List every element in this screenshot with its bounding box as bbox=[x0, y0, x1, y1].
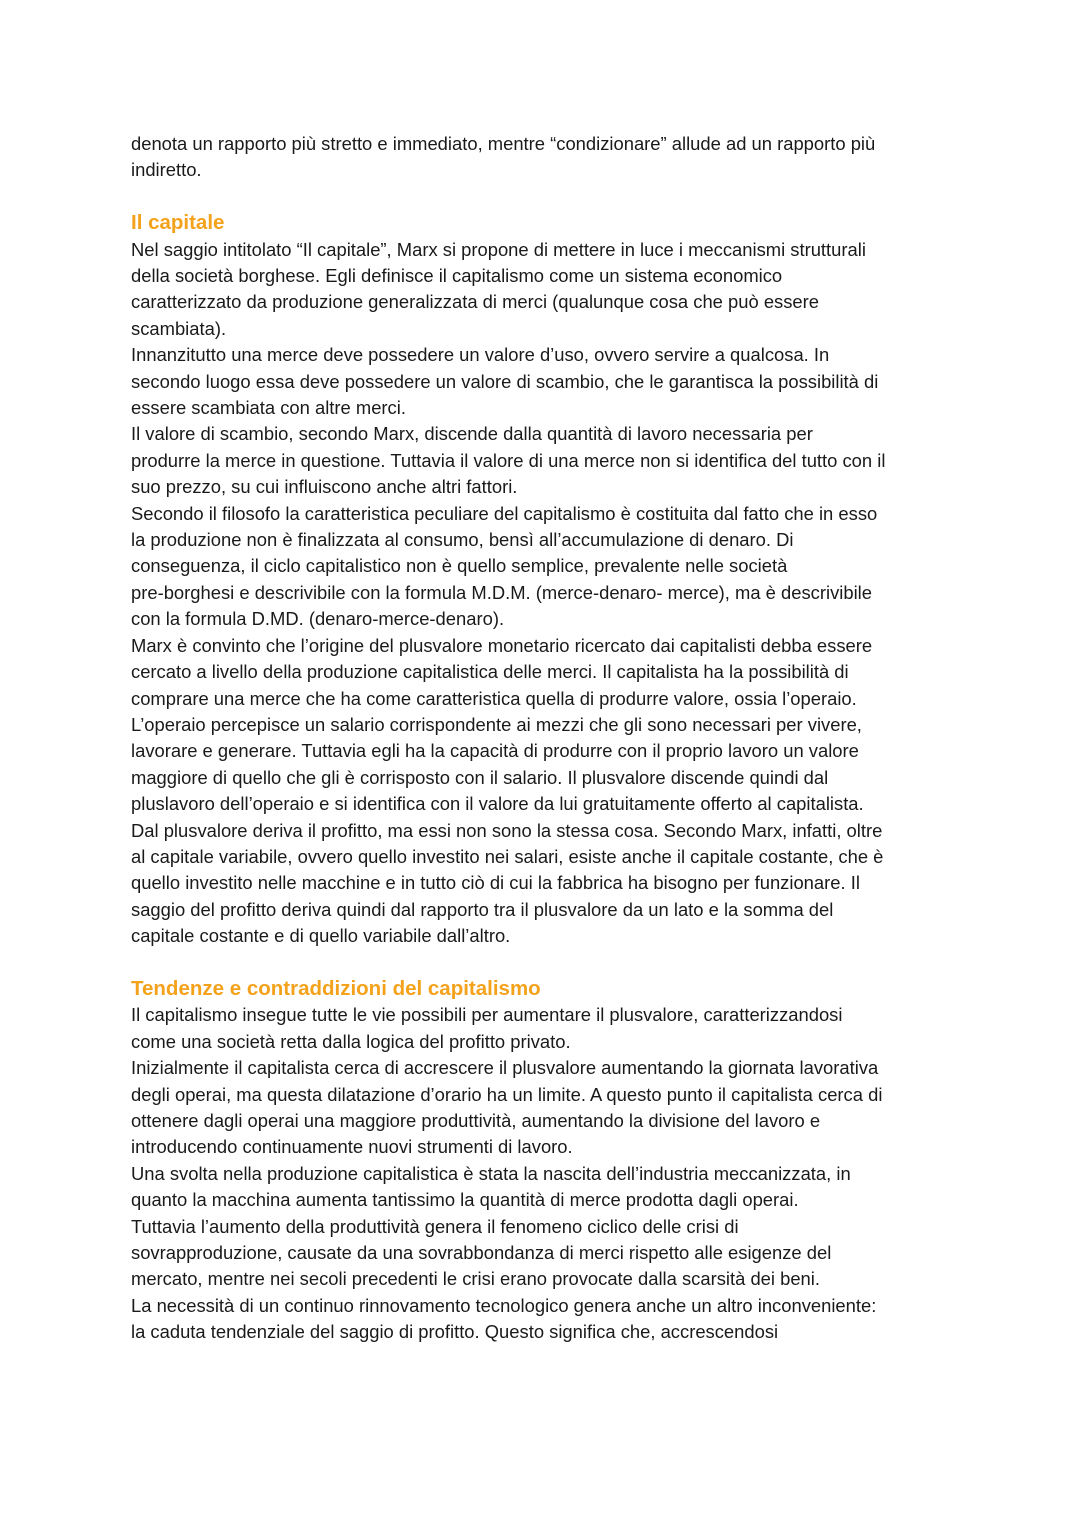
text-line: al capitale variabile, ovvero quello investito nei salari, esiste anche il capitale costante, che è bbox=[131, 845, 884, 867]
text-line: ottenere dagli operai una maggiore produttività, aumentando la divisione del lavoro e bbox=[131, 1110, 821, 1131]
text-line: La necessità di un continuo rinnovamento tecnologico genera anche un altro inconveniente: bbox=[131, 1294, 877, 1316]
text-line: comprare una merce che ha come caratteristica quella di produrre valore, ossia l’operaio. bbox=[131, 687, 857, 709]
text-line: suo prezzo, su cui influiscono anche altri fattori. bbox=[131, 476, 518, 498]
text-line: L’operaio percepisce un salario corrispondente ai mezzi che gli sono necessari per vivere, bbox=[131, 713, 862, 735]
text-line: produrre la merce in questione. Tuttavia il valore di una merce non si identifica del tutto con il bbox=[131, 449, 886, 471]
text-line: Secondo il filosofo la caratteristica peculiare del capitalismo è costituita dal fatto che in esso bbox=[131, 502, 878, 524]
text-line: pre-borghesi e descrivibile con la formula M.D.M. (merce-denaro- merce), ma è descrivibile bbox=[131, 581, 872, 603]
intro-paragraph bbox=[131, 131, 952, 184]
text-line: essere scambiata con altre merci. bbox=[131, 397, 406, 419]
text-line: Il capitalismo insegue tutte le vie possibili per aumentare il plusvalore, caratterizzandosi bbox=[131, 1004, 843, 1026]
section-body bbox=[131, 1002, 952, 1345]
text-line: Tuttavia l’aumento della produttività genera il fenomeno ciclico delle crisi di bbox=[131, 1215, 739, 1237]
text-line: cercato a livello della produzione capitalistica delle merci. Il capitalista ha la possibilità di bbox=[131, 661, 849, 683]
text-line: Nel saggio intitolato “Il capitale”, Marx si propone di mettere in luce i meccanismi strutturali bbox=[131, 238, 866, 260]
text-line: Dal plusvalore deriva il profitto, ma essi non sono la stessa cosa. Secondo Marx, infatti, oltre bbox=[131, 819, 883, 841]
section-il-capitale bbox=[131, 210, 952, 949]
section-heading: Il capitale bbox=[131, 211, 225, 235]
text-line: maggiore di quello che gli è corrisposto con il salario. Il plusvalore discende quindi dal bbox=[131, 766, 829, 788]
text-line: della società borghese. Egli definisce il capitalismo come un sistema economico bbox=[131, 265, 783, 287]
text-line: Il valore di scambio, secondo Marx, discende dalla quantità di lavoro necessaria per bbox=[131, 423, 813, 445]
text-line: introducendo continuamente nuovi strumenti di lavoro. bbox=[131, 1136, 573, 1158]
text-line: la produzione non è finalizzata al consumo, bensì all’accumulazione di denaro. Di bbox=[131, 529, 794, 551]
text-line: mercato, mentre nei secoli precedenti le crisi erano provocate dalla scarsità dei beni. bbox=[131, 1268, 820, 1290]
text-line: quello investito nelle macchine e in tutto ciò di cui la fabbrica ha bisogno per funzionare. Il bbox=[131, 872, 860, 894]
text-line: secondo luogo essa deve possedere un valore di scambio, che le garantisca la possibilità di bbox=[131, 370, 879, 392]
text-line: capitale costante e di quello variabile dall’altro. bbox=[131, 925, 511, 947]
text-line: come una società retta dalla logica del profitto privato. bbox=[131, 1030, 571, 1052]
text-line: Innanzitutto una merce deve possedere un valore d’uso, ovvero servire a qualcosa. In bbox=[131, 344, 830, 366]
text-line: caratterizzato da produzione generalizzata di merci (qualunque cosa che può essere bbox=[131, 291, 820, 313]
text-line: saggio del profitto deriva quindi dal rapporto tra il plusvalore da un lato e la somma del bbox=[131, 898, 834, 920]
text-line: quanto la macchina aumenta tantissimo la quantità di merce prodotta dagli operai. bbox=[131, 1189, 799, 1211]
section-tendenze-contraddizioni bbox=[131, 976, 952, 1346]
text-line: indiretto. bbox=[131, 159, 202, 181]
text-line: la caduta tendenziale del saggio di profitto. Questo significa che, accrescendosi bbox=[131, 1321, 779, 1343]
text-line: sovrapproduzione, causate da una sovrabbondanza di merci rispetto alle esigenze del bbox=[131, 1242, 832, 1264]
text-line: degli operai, ma questa dilatazione d’orario ha un limite. A questo punto il capitalista cerca di bbox=[131, 1083, 883, 1105]
section-body bbox=[131, 237, 952, 950]
text-line: lavorare e generare. Tuttavia egli ha la capacità di produrre con il proprio lavoro un valore bbox=[131, 740, 859, 762]
text-line: Inizialmente il capitalista cerca di accrescere il plusvalore aumentando la giornata lavorativa bbox=[131, 1057, 879, 1079]
section-heading: Tendenze e contraddizioni del capitalismo bbox=[131, 976, 541, 1000]
text-line: con la formula D.MD. (denaro-merce-denaro). bbox=[131, 608, 505, 630]
text-line: conseguenza, il ciclo capitalistico non è quello semplice, prevalente nelle società bbox=[131, 555, 788, 577]
text-line: Una svolta nella produzione capitalistica è stata la nascita dell’industria meccanizzata, in bbox=[131, 1162, 851, 1184]
text-line: Marx è convinto che l’origine del plusvalore monetario ricercato dai capitalisti debba essere bbox=[131, 634, 873, 656]
text-line: pluslavoro dell’operaio e si identifica con il valore da lui gratuitamente offerto al capitalista. bbox=[131, 793, 864, 815]
text-line: denota un rapporto più stretto e immediato, mentre “condizionare” allude ad un rapporto più bbox=[131, 133, 876, 154]
text-line: scambiata). bbox=[131, 317, 227, 339]
